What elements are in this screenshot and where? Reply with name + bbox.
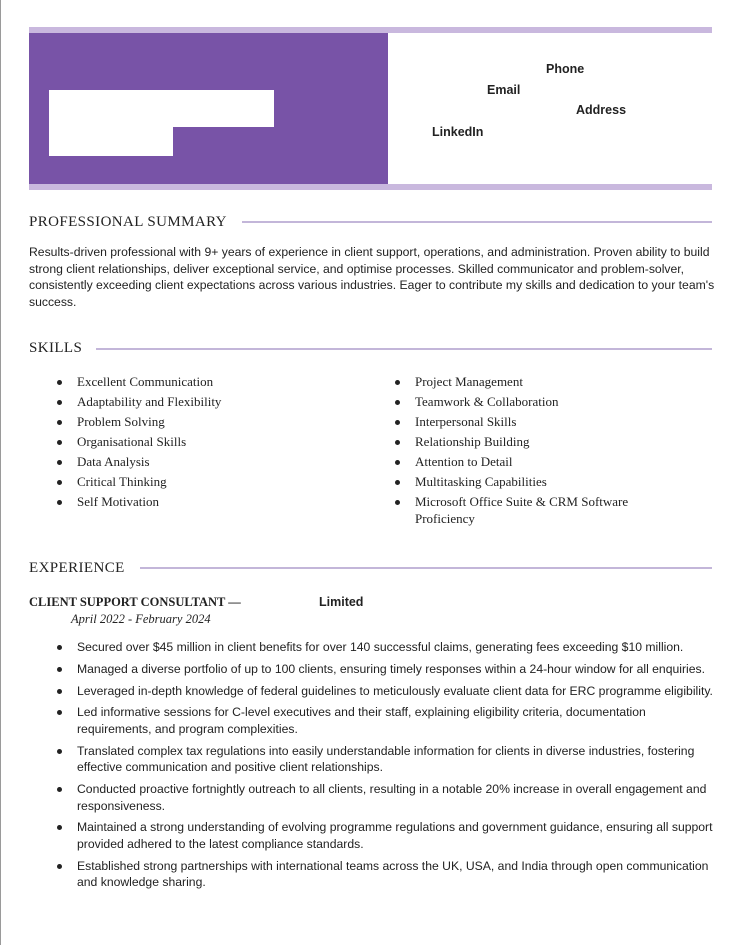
summary-divider [242, 221, 712, 223]
skill-item: Critical Thinking [57, 474, 357, 491]
job-bullet: Established strong partnerships with international teams across the UK, USA, and India through open communication and knowledge sharing. [57, 858, 717, 891]
summary-heading: PROFESSIONAL SUMMARY [29, 214, 227, 230]
contact-linkedin: LinkedIn [432, 125, 484, 139]
skill-item: Data Analysis [57, 454, 357, 471]
job-bullet: Led informative sessions for C-level executives and their staff, explaining eligibility criteria, documentation requirements, and program complexities. [57, 704, 717, 737]
contact-email: Email [487, 83, 521, 97]
skills-list-right [395, 374, 655, 531]
job-bullet: Maintained a strong understanding of evolving programme regulations and government guidance, ensuring all support provided adhered to the latest compliance standards. [57, 819, 717, 852]
skill-item: Attention to Detail [395, 454, 655, 471]
skill-item: Problem Solving [57, 414, 357, 431]
experience-heading: EXPERIENCE [29, 560, 125, 576]
job-dates: April 2022 - February 2024 [71, 612, 211, 626]
skills-list-left [57, 374, 357, 514]
name-redaction-box [49, 90, 274, 127]
skill-item: Self Motivation [57, 494, 357, 511]
skill-item: Adaptability and Flexibility [57, 394, 357, 411]
job-bullet: Leveraged in-depth knowledge of federal guidelines to meticulously evaluate client data for ERC programme eligibility. [57, 683, 717, 700]
experience-divider [140, 567, 712, 569]
title-redaction-box [49, 127, 173, 156]
skill-item: Relationship Building [395, 434, 655, 451]
job-bullets [57, 639, 717, 896]
job-company: Limited [319, 595, 364, 609]
skill-item: Project Management [395, 374, 655, 391]
skill-item: Microsoft Office Suite & CRM Software Proficiency [395, 494, 655, 527]
skill-item: Multitasking Capabilities [395, 474, 655, 491]
job-title: CLIENT SUPPORT CONSULTANT — [29, 595, 241, 609]
skill-item: Organisational Skills [57, 434, 357, 451]
contact-address: Address [576, 103, 627, 117]
skill-item: Teamwork & Collaboration [395, 394, 655, 411]
skill-item: Interpersonal Skills [395, 414, 655, 431]
skills-heading: SKILLS [29, 340, 83, 356]
skills-divider [96, 348, 712, 350]
job-bullet: Conducted proactive fortnightly outreach to all clients, resulting in a notable 20% increase in overall engagement and responsiveness. [57, 781, 717, 814]
job-bullet: Secured over $45 million in client benefits for over 140 successful claims, generating fees exceeding $10 million. [57, 639, 717, 656]
contact-phone: Phone [546, 62, 585, 76]
skill-item: Excellent Communication [57, 374, 357, 391]
job-bullet: Translated complex tax regulations into easily understandable information for clients in diverse industries, fostering effective communication and positive client relationships. [57, 743, 717, 776]
page-left-border [0, 0, 1, 945]
job-bullet: Managed a diverse portfolio of up to 100 clients, ensuring timely responses within a 24-hour window for all enquiries. [57, 661, 717, 678]
header-bottom-band [29, 184, 712, 190]
summary-text: Results-driven professional with 9+ years of experience in client support, operations, and administration. Proven ability to build strong client relationships, deliver exceptional service, and optimise processes. Skilled communicator and problem-solver, consistently exceeding client expectations across various industries. Eager to contribute my skills and dedication to your team's success. [29, 245, 715, 309]
